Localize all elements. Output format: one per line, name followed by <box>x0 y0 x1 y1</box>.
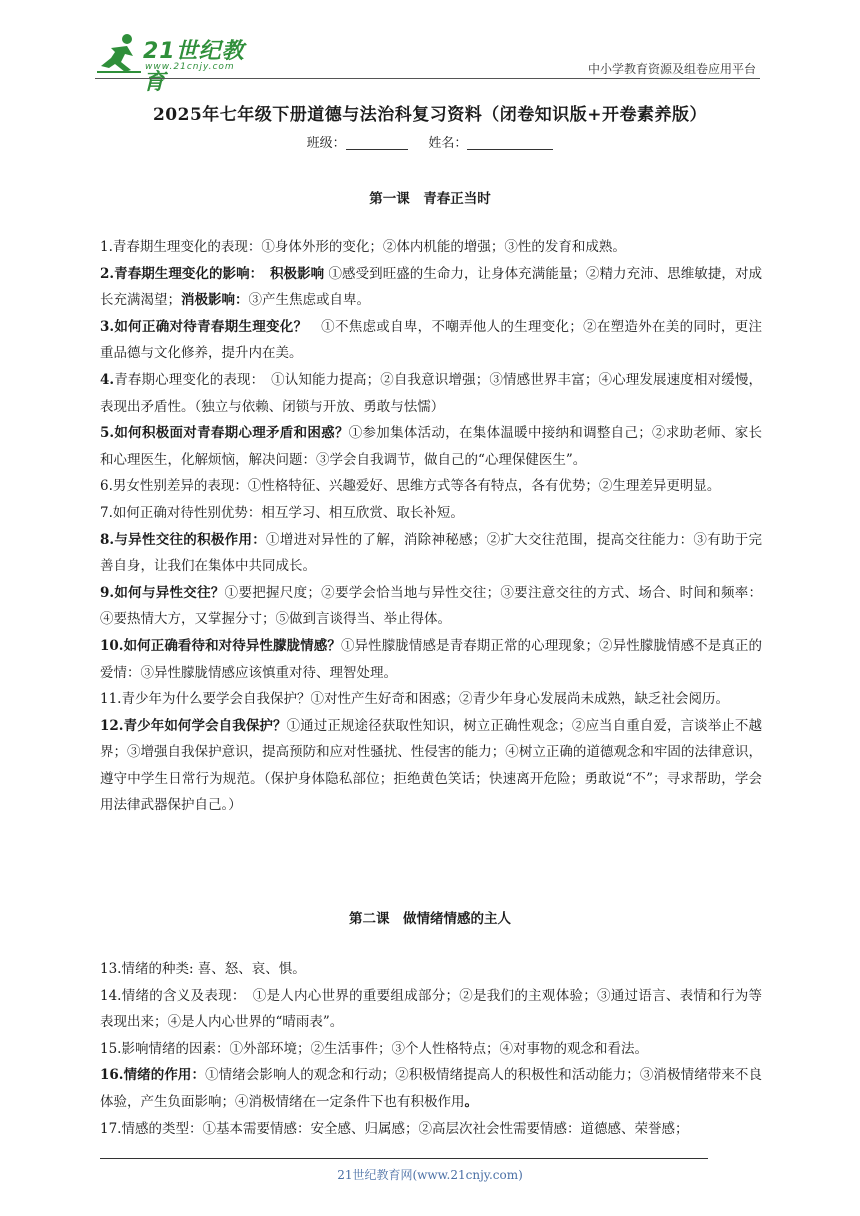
list-item: 13.情绪的种类: 喜、怒、哀、惧。 <box>100 961 306 977</box>
list-item: 2.青春期生理变化的影响： 积极影响 ①感受到旺盛的生命力，让身体充满能量；②精力充沛、思维敏捷，对成长充满渴望；消极影响：③产生焦虑或自卑。 <box>100 265 763 309</box>
logo-url: www.21cnjy.com <box>145 62 235 72</box>
platform-label: 中小学教育资源及组卷应用平台 <box>587 62 756 76</box>
student-info-line <box>0 132 860 151</box>
list-item: 9.如何与异性交往？①要把握尺度；②要学会恰当地与异性交往；③要注意交往的方式、场合、时间和频率：④要热情大方，又掌握分寸；⑤做到言谈得当、举止得体。 <box>100 584 763 628</box>
runner-logo-icon <box>97 32 143 74</box>
list-item: 16.情绪的作用：①情绪会影响人的观念和行动；②积极情绪提高人的积极性和活动能力；③消极情绪带来不良体验，产生负面影响；④消极情绪在一定条件下也有积极作用。 <box>100 1067 762 1110</box>
list-item: 5.如何积极面对青春期心理矛盾和困惑？①参加集体活动，在集体温暖中接纳和调整自己；②求助老师、家长和心理医生，化解烦恼，解决问题：③学会自我调节，做自己的“心理保健医生”。 <box>100 425 763 468</box>
page-header <box>95 30 760 95</box>
footer-link[interactable]: 21世纪教育网(www.21cnjy.com) <box>337 1168 523 1182</box>
logo-text: 21世纪教育 <box>143 39 245 95</box>
list-item: 10.如何正确看待和对待异性朦胧情感？①异性朦胧情感是青春期正常的心理现象；②异性朦胧情感不是真正的爱情：③异性朦胧情感应该慎重对待、理智处理。 <box>100 637 762 681</box>
lesson-1-content <box>100 234 762 819</box>
class-blank[interactable] <box>346 135 408 150</box>
list-item: 1.青春期生理变化的表现：①身体外形的变化；②体内机能的增强；③性的发育和成熟。 <box>100 239 626 255</box>
list-item: 11.青少年为什么要学会自我保护？①对性产生好奇和困惑；②青少年身心发展尚未成熟，缺乏社会阅历。 <box>100 691 729 708</box>
list-item: 6.男女性别差异的表现：①性格特征、兴趣爱好、思维方式等各有特点，各有优势；②生理差异更明显。 <box>100 478 721 495</box>
class-label: 班级： <box>306 136 346 151</box>
name-label: 姓名： <box>428 136 468 151</box>
document-title: 2025年七年级下册道德与法治科复习资料（闭卷知识版+开卷素养版） <box>152 105 708 125</box>
list-item: 14.情绪的含义及表现： ①是人内心世界的重要组成部分；②是我们的主观体验；③通过语言、表情和行为等表现出来；④是人内心世界的“晴雨表”。 <box>100 987 762 1031</box>
list-item: 15.影响情绪的因素：①外部环境；②生活事件；③个人性格特点；④对事物的观念和看法。 <box>100 1040 648 1057</box>
list-item: 17.情感的类型：①基本需要情感：安全感、归属感；②高层次社会性需要情感：道德感、荣誉感； <box>100 1120 689 1137</box>
name-blank[interactable] <box>467 135 553 150</box>
lesson-2-content <box>100 956 762 1142</box>
list-item: 4.青春期心理变化的表现： ①认知能力提高；②自我意识增强；③情感世界丰富；④心理发展速度相对缓慢，表现出矛盾性。（独立与依赖、闭锁与开放、勇敢与怯懦） <box>100 371 762 415</box>
header-divider <box>95 78 760 79</box>
list-item: 8.与异性交往的积极作用：①增进对异性的了解，消除神秘感；②扩大交往范围，提高交往能力：③有助于完善自身，让我们在集体中共同成长。 <box>100 531 763 575</box>
list-item: 7.如何正确对待性别优势：相互学习、相互欣赏、取长补短。 <box>100 504 464 521</box>
lesson-1-title: 第一课 青春正当时 <box>369 191 491 207</box>
footer-divider <box>100 1158 708 1159</box>
list-item: 12.青少年如何学会自我保护？①通过正规途径获取性知识，树立正确性观念；②应当自重自爱，言谈举止不越界；③增强自我保护意识，提高预防和应对性骚扰、性侵害的能力；④树立正确的道德观念和牢固的法律意识，遵守中学生日常行为规范。（保护身体隐私部位；拒绝黄色笑话；快速离开危险；勇敢说“不”；寻求帮助，学会用法律武器保护自己。） <box>100 717 762 814</box>
lesson-2-title: 第二课 做情绪情感的主人 <box>349 911 511 927</box>
list-item: 3.如何正确对待青春期生理变化？ ①不焦虑或自卑，不嘲弄他人的生理变化；②在塑造外在美的同时，更注重品德与文化修养，提升内在美。 <box>100 318 763 362</box>
logo <box>95 30 265 95</box>
